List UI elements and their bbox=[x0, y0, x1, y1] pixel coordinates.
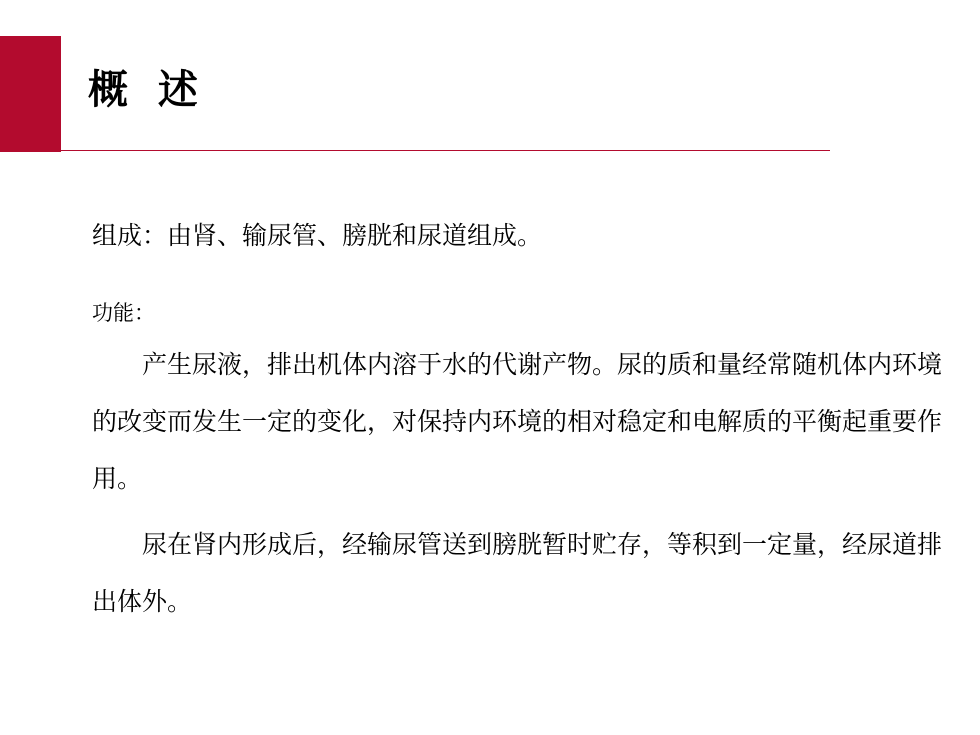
title-underline bbox=[61, 150, 830, 151]
title-accent-bar bbox=[0, 36, 61, 152]
composition-text: 组成：由肾、输尿管、膀胱和尿道组成。 bbox=[92, 221, 543, 250]
function-label: 功能： bbox=[92, 301, 155, 325]
function-paragraph-1: 产生尿液，排出机体内溶于水的代谢产物。尿的质和量经常随机体内环境的改变而发生一定的变化，对保持内环境的相对稳定和电解质的平衡起重要作用。 bbox=[92, 350, 943, 493]
slide-title: 概 述 bbox=[88, 67, 206, 113]
function-paragraph-2: 尿在肾内形成后，经输尿管送到膀胱暂时贮存，等积到一定量，经尿道排出体外。 bbox=[92, 530, 943, 616]
